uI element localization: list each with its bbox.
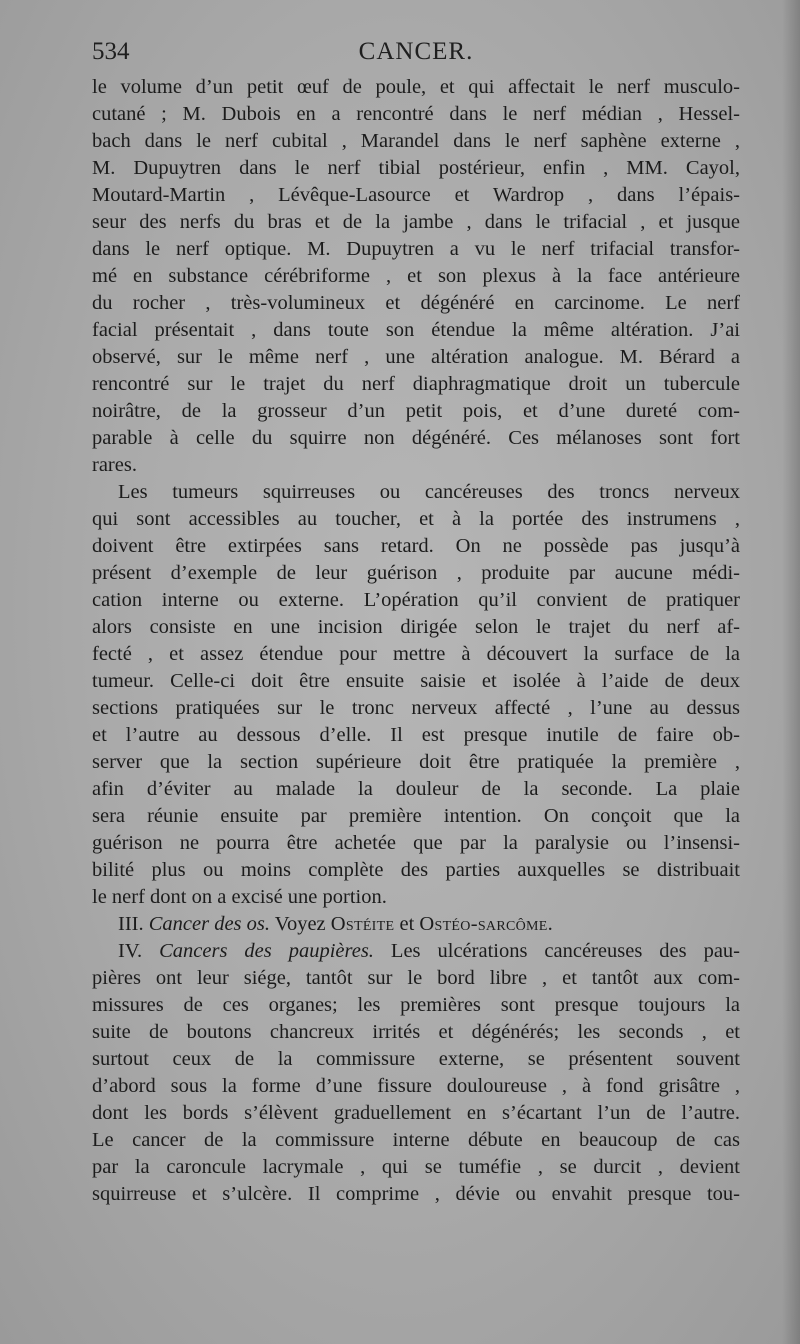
text-line: noirâtre, de la grosseur d’un petit pois, et d’une dureté com- bbox=[92, 400, 740, 422]
section-iii-line bbox=[92, 911, 740, 938]
text-line: parable à celle du squirre non dégénéré. Ces mélanoses sont fort bbox=[92, 427, 740, 449]
text-line: bach dans le nerf cubital , Marandel dans le nerf saphène externe , bbox=[92, 130, 740, 152]
text-line: du rocher , très-volumineux et dégénéré en carcinome. Le nerf bbox=[92, 292, 740, 314]
text-line: dont les bords s’élèvent graduellement en s’écartant l’un de l’autre. bbox=[92, 1102, 740, 1124]
text-line: d’abord sous la forme d’une fissure douloureuse , à fond grisâtre , bbox=[92, 1075, 740, 1097]
text-line: Les tumeurs squirreuses ou cancéreuses des troncs nerveux bbox=[118, 481, 740, 503]
text-line: cation interne ou externe. L’opération qu’il convient de pratiquer bbox=[92, 589, 740, 611]
section-iii-numeral: III. bbox=[118, 913, 144, 935]
section-iv-first-line bbox=[92, 938, 740, 965]
text-line: Moutard-Martin , Lévêque-Lasource et Wardrop , dans l’épais- bbox=[92, 184, 740, 206]
page-header bbox=[92, 38, 740, 72]
text-line: squirreuse et s’ulcère. Il comprime , dévie ou envahit presque tou- bbox=[92, 1183, 740, 1205]
text-line: cutané ; M. Dubois en a rencontré dans le nerf médian , Hessel- bbox=[92, 103, 740, 125]
text-line: dans le nerf optique. M. Dupuytren a vu le nerf trifacial transfor- bbox=[92, 238, 740, 260]
text-line: facial présentait , dans toute son étendue la même altération. J’ai bbox=[92, 319, 740, 341]
text-line: rencontré sur le trajet du nerf diaphragmatique droit un tubercule bbox=[92, 373, 740, 395]
text-line: le volume d’un petit œuf de poule, et qui affectait le nerf musculo- bbox=[92, 76, 740, 98]
text-line: pières ont leur siége, tantôt sur le bord libre , et tantôt aux com- bbox=[92, 967, 740, 989]
paragraph-nerve-tumors-cases bbox=[92, 74, 740, 479]
text-line: le nerf dont on a excisé une portion. bbox=[92, 886, 387, 908]
text-line: guérison ne pourra être achetée que par la paralysie ou l’insensi- bbox=[92, 832, 740, 854]
text-line: tumeur. Celle-ci doit être ensuite saisie et isolée à l’aide de deux bbox=[92, 670, 740, 692]
page-edge-shadow bbox=[782, 0, 800, 1344]
text-line: surtout ceux de la commissure externe, se présentent souvent bbox=[92, 1048, 740, 1070]
section-iii-ref-osteite: Ostéite bbox=[330, 913, 395, 935]
text-line: par la caroncule lacrymale , qui se tuméfie , se durcit , devient bbox=[92, 1156, 740, 1178]
text-line: suite de boutons chancreux irrités et dégénérés; les seconds , et bbox=[92, 1021, 740, 1043]
page-number: 534 bbox=[92, 38, 130, 65]
text-line: rares. bbox=[92, 454, 137, 476]
text-line: et l’autre au dessous d’elle. Il est presque inutile de faire ob- bbox=[92, 724, 740, 746]
text-line: fecté , et assez étendue pour mettre à découvert la surface de la bbox=[92, 643, 740, 665]
text-line: doivent être extirpées sans retard. On ne possède pas jusqu’à bbox=[92, 535, 740, 557]
text-line: afin d’éviter au malade la douleur de la seconde. La plaie bbox=[92, 778, 740, 800]
section-iv-numeral: IV. bbox=[118, 940, 143, 962]
text-line: alors consiste en une incision dirigée selon le trajet du nerf af- bbox=[92, 616, 740, 638]
paragraph-eyelid-cancers bbox=[92, 965, 740, 1208]
text-line: seur des nerfs du bras et de la jambe , dans le trifacial , et jusque bbox=[92, 211, 740, 233]
text-line: Le cancer de la commissure interne débute en beaucoup de cas bbox=[92, 1129, 740, 1151]
section-iii-and: et bbox=[399, 913, 415, 935]
text-line: qui sont accessibles au toucher, et à la portée des instrumens , bbox=[92, 508, 740, 530]
section-iii-heading: Cancer des os. bbox=[148, 913, 271, 935]
text-line: mé en substance cérébriforme , et son plexus à la face antérieure bbox=[92, 265, 740, 287]
text-line: présent d’exemple de leur guérison , produite par aucune médi- bbox=[92, 562, 740, 584]
running-title: CANCER. bbox=[358, 38, 474, 65]
text-line: sections pratiquées sur le tronc nerveux affecté , l’une au dessus bbox=[92, 697, 740, 719]
section-iii-ref-osteosarcome: Ostéo-sarcôme. bbox=[419, 913, 554, 935]
paragraph-nerve-tumors-treatment bbox=[92, 479, 740, 911]
text-line: sera réunie ensuite par première intention. On conçoit que la bbox=[92, 805, 740, 827]
text-line: server que la section supérieure doit être pratiquée la première , bbox=[92, 751, 740, 773]
text-line: bilité plus ou moins complète des parties auxquelles se distribuait bbox=[92, 859, 740, 881]
text-line: M. Dupuytren dans le nerf tibial postérieur, enfin , MM. Cayol, bbox=[92, 157, 740, 179]
text-line: observé, sur le même nerf , une altération analogue. M. Bérard a bbox=[92, 346, 740, 368]
section-iv-first-line-text: Les ulcérations cancéreuses des pau- bbox=[390, 940, 741, 962]
body-text bbox=[92, 74, 740, 1208]
text-line: missures de ces organes; les premières sont presque toujours la bbox=[92, 994, 740, 1016]
section-iii-see: Voyez bbox=[274, 913, 326, 935]
section-iv-heading: Cancers des paupières. bbox=[159, 940, 374, 962]
